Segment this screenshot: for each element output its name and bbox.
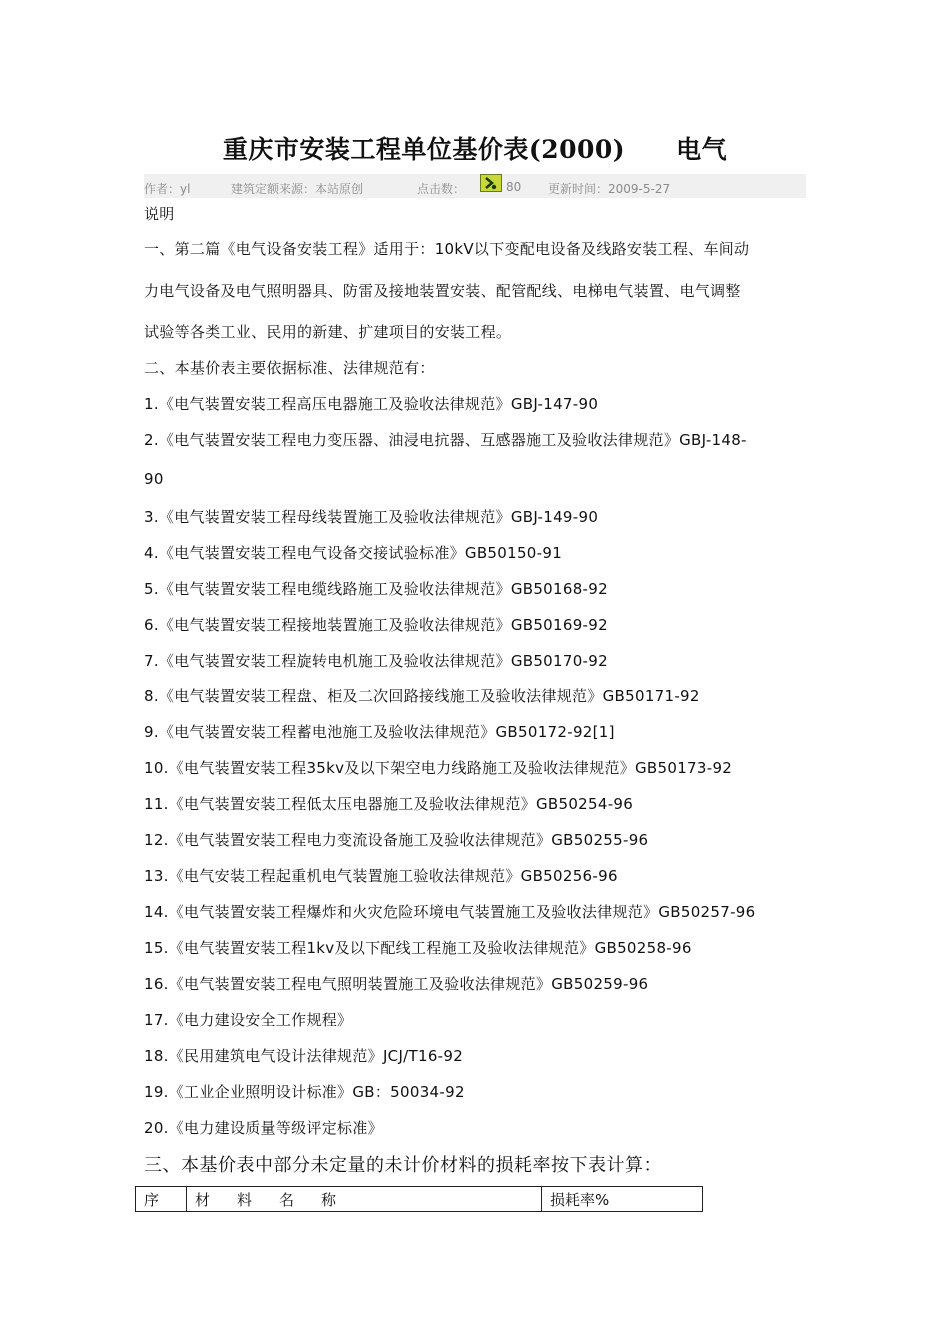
standard-item-9: 9.《电气装置安装工程蓄电池施工及验收法律规范》GB50172-92[1] [144, 723, 615, 741]
standard-item-3: 3.《电气装置安装工程母线装置施工及验收法律规范》GBJ-149-90 [144, 508, 599, 526]
para2-heading: 二、本基价表主要依据标准、法律规范有： [144, 359, 435, 377]
hit-counter-icon [480, 174, 502, 192]
source-text: 建筑定额来源：本站原创 [231, 182, 364, 196]
standard-item-18: 18.《民用建筑电气设计法律规范》JCJ/T16-92 [144, 1047, 464, 1065]
standard-item-5: 5.《电气装置安装工程电缆线路施工及验收法律规范》GB50168-92 [144, 580, 608, 598]
para1-line-1: 一、第二篇《电气设备安装工程》适用于：10kV以下变配电设备及线路安装工程、车间动 [144, 240, 750, 258]
para3-heading: 三、本基价表中部分未定量的未计价材料的损耗率按下表计算： [144, 1155, 662, 1176]
standard-item-1: 1.《电气装置安装工程高压电器施工及验收法律规范》GBJ-147-90 [144, 395, 599, 413]
loss-rate-table [135, 1186, 703, 1212]
standard-item-6: 6.《电气装置安装工程接地装置施工及验收法律规范》GB50169-92 [144, 616, 608, 634]
standard-item-2: 2.《电气装置安装工程电力变压器、油浸电抗器、互感器施工及验收法律规范》GBJ-148- [144, 431, 747, 449]
header-material-name: 材料名称 [187, 1187, 542, 1212]
page-title: 重庆市安装工程单位基价表(2000) 电气 [222, 135, 728, 164]
standard-item-10: 10.《电气装置安装工程35kv及以下架空电力线路施工及验收法律规范》GB50173-92 [144, 759, 733, 777]
section-label: 说明 [144, 205, 175, 223]
standard-item-20: 20.《电力建设质量等级评定标准》 [144, 1119, 383, 1137]
updated-text: 更新时间：2009-5-27 [548, 182, 671, 196]
hits-value: 80 [506, 180, 522, 194]
standard-item-19: 19.《工业企业照明设计标准》GB：50034-92 [144, 1083, 465, 1101]
header-index: 序 [136, 1187, 187, 1212]
standard-item-13: 13.《电气安装工程起重机电气装置施工验收法律规范》GB50256-96 [144, 867, 618, 885]
standard-item-11: 11.《电气装置安装工程低太压电器施工及验收法律规范》GB50254-96 [144, 795, 634, 813]
standard-item-17: 17.《电力建设安全工作规程》 [144, 1011, 353, 1029]
standard-item-8: 8.《电气装置安装工程盘、柜及二次回路接线施工及验收法律规范》GB50171-92 [144, 687, 700, 705]
standard-item-7: 7.《电气装置安装工程旋转电机施工及验收法律规范》GB50170-92 [144, 652, 608, 670]
hits-label: 点击数： [417, 182, 466, 196]
table-header-row [136, 1187, 703, 1212]
article-meta-bar [144, 174, 806, 198]
standard-item-2-cont: 90 [144, 470, 164, 488]
standard-item-15: 15.《电气装置安装工程1kv及以下配线工程施工及验收法律规范》GB50258-96 [144, 939, 692, 957]
header-loss-rate: 损耗率% [542, 1187, 703, 1212]
para1-line-2: 力电气设备及电气照明器具、防雷及接地装置安装、配管配线、电梯电气装置、电气调整 [144, 282, 741, 300]
standard-item-4: 4.《电气装置安装工程电气设备交接试验标准》GB50150-91 [144, 544, 563, 562]
standard-item-12: 12.《电气装置安装工程电力变流设备施工及验收法律规范》GB50255-96 [144, 831, 649, 849]
standard-item-16: 16.《电气装置安装工程电气照明装置施工及验收法律规范》GB50259-96 [144, 975, 649, 993]
standard-item-14: 14.《电气装置安装工程爆炸和火灾危险环境电气装置施工及验收法律规范》GB50257-96 [144, 903, 756, 921]
author-text: 作者：yl [144, 182, 191, 196]
para1-line-3: 试验等各类工业、民用的新建、扩建项目的安装工程。 [144, 323, 512, 341]
